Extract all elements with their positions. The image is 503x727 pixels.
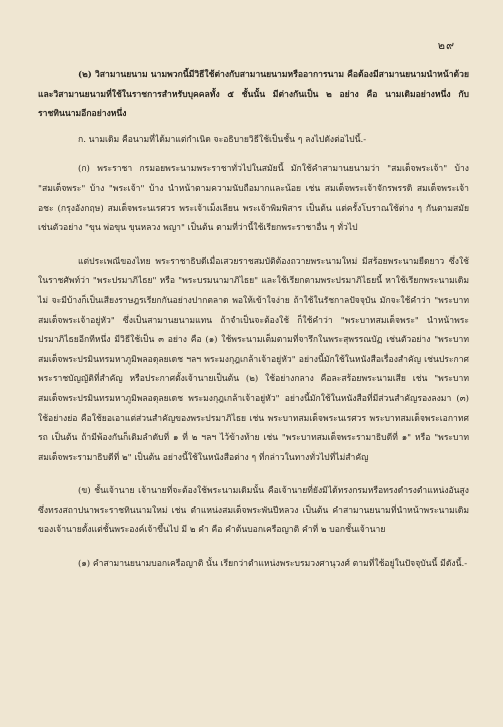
paragraph: (ก) พระราชา กรมอยพระนามพระราชาทั่วไปในสมัยนี้ มักใช้คำสามานยนามว่า "สมเด็จพระเจ้า" บ้าง "สมเด็จพระ" บ้าง "พระเจ้า" บ้าง นำหน้าตามความนับถือมากและน้อย เช่น สมเด็จพระเจ้าจักรพรรดิ สมเด็จพระเจ้าอชะ (กรุงอังกฤษ) สมเด็จพระนเรศวร พระเจ้าเม็งเลียน พระเจ้าพิมพิสาร เป็นต้น แต่ครั้งโบราณใช้ต่าง ๆ กันตามสมัย เช่นตัวอย่าง "ขุน พ่อขุน ขุนหลวง พญา" เป็นต้น ตามที่ว่านี้ใช้เรียกพระราชาอื่น ๆ ทั่วไป [38, 164, 469, 234]
paragraph: แต่ประเพณีของไทย พระราชาธิบดีเมื่อเสวยราชสมบัติต้องถวายพระนามใหม่ มีสร้อยพระนามยืดยาว ซึ่งใช้ในราชศัพท์ว่า "พระปรมาภิไธย" หรือ "พระบรมนามาภิไธย" และใช้เรียกตามพระปรมาภิไธยนี้ หาใช้เรียกพระนามเดิมไม่ จะมีบ้างก็เป็นเสียงราษฎรเรียกกันอย่างปากตลาด พอให้เข้าใจง่าย ถ้าใช้ในรัชกาลปัจจุบัน มักจะใช้คำว่า "พระบาทสมเด็จพระเจ้าอยู่หัว" ซึ่งเป็นสามานยนามแทน ถ้าจำเป็นจะต้องใช้ ก็ใช้คำว่า "พระบาทสมเด็จพระ" นำหน้าพระปรมาภิไธยอีกทีหนึ่ง มีวิธีใช้เป็น ๓ อย่าง คือ (๑) ใช้พระนามเต็มตามที่จารึกในพระสุพรรณบัฏ เช่นตัวอย่าง "พระบาทสมเด็จพระปรมินทรมหาภูมิพลอดุลยเดช ฯลฯ พระมงกุฎเกล้าเจ้าอยู่หัว" อย่างนี้มักใช้ในหนังสือเรื่องสำคัญ เช่นประกาศพระราชบัญญัติที่สำคัญ หรือประกาศตั้งเจ้านายเป็นต้น (๒) ใช้อย่างกลาง คือละสร้อยพระนามเสีย เช่น "พระบาทสมเด็จพระปรมินทรมหาภูมิพลอดุลยเดช พระมงกุฎเกล้าเจ้าอยู่หัว" อย่างนี้มักใช้ในหนังสือที่มีส่วนสำคัญรองลงมา (๓) ใช้อย่างย่อ คือใช้ยอเอาแต่ส่วนสำคัญของพระปรมาภิไธย เช่น พระบาทสมเด็จพระนเรศวร พระบาทสมเด็จพระเอกาทศรถ เป็นต้น ถ้ามีพ้องกันก็เติมลำดับที่ ๑ ที่ ๒ ฯลฯ ไว้ข้างท้าย เช่น "พระบาทสมเด็จพระรามาธิบดีที่ ๑" หรือ "พระบาทสมเด็จพระรามาธิบดีที่ ๒" เป็นต้น อย่างนี้ใช้ในหนังสือต่าง ๆ ที่กล่าวในทางทั่วไปที่ไม่สำคัญ [38, 256, 469, 463]
body-text [38, 66, 469, 581]
page-number: ๒๙ [437, 39, 455, 52]
paragraph: (๑) คำสามานยนามบอกเครือญาติ นั้น เรียกว่าตำแหน่งพระบรมวงศานุวงศ์ ตามที่ใช้อยู่ในปัจจุบันนี้ มีดังนี้.- [78, 559, 468, 570]
paragraph: (๒) วิสามานยนาม นามพวกนี้มีวิธีใช้ต่างกับสามานยนามหรืออาการนาม คือต้องมีสามานยนามนำหน้าด้วย และวิสามานยนามที่ใช้ในราชการสำหรับบุคคลทั้ง ๕ ชั้นนั้น มีต่างกันเป็น ๒ อย่าง คือ นามเดิมอย่างหนึ่ง กับราชทินนามอีกอย่างหนึ่ง [38, 70, 469, 120]
paragraph: (ข) ชั้นเจ้านาย เจ้านายที่จะต้องใช้พระนามเดิมนั้น คือเจ้านายที่ยังมิได้ทรงกรมหรือทรงดำรงตำแหน่งอันสูงซึ่งทรงสถาปนาพระราชทินนามใหม่ เช่น ตำแหน่งสมเด็จพระพันปีหลวง เป็นต้น คำสามานยนามที่นำหน้าพระนามเดิมของเจ้านายตั้งแต่ชั้นพระองค์เจ้าขึ้นไป มี ๒ คำ คือ คำต้นบอกเครือญาติ คำที่ ๒ บอกชั้นเจ้านาย [38, 486, 469, 536]
paragraph: ก. นามเดิม คือนามที่ได้มาแต่กำเนิด จะอธิบายวิธีใช้เป็นชั้น ๆ ลงไปดังต่อไปนี้.- [78, 134, 367, 145]
